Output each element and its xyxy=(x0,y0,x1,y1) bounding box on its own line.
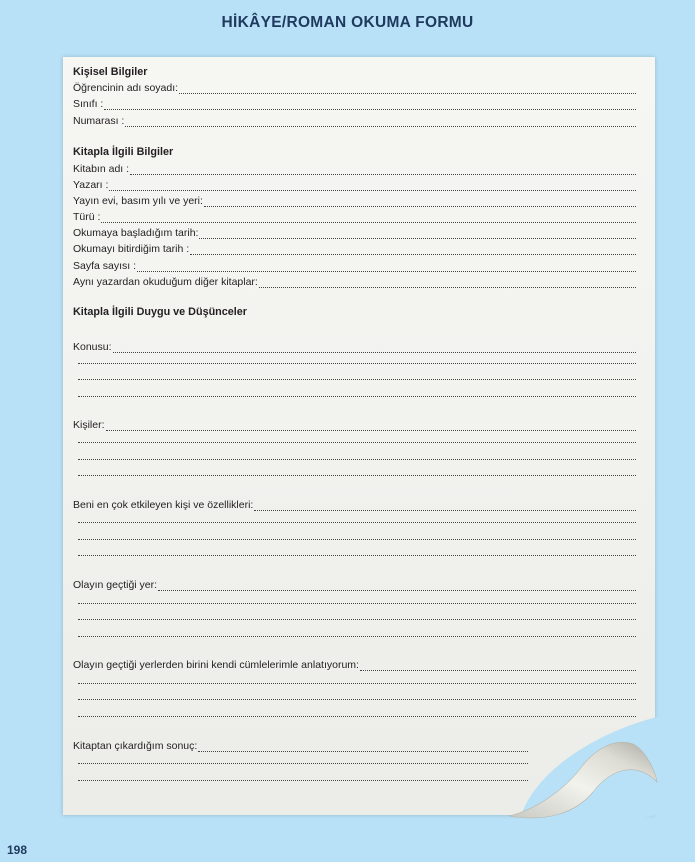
student-name-field[interactable] xyxy=(73,80,636,94)
setting-line[interactable] xyxy=(78,636,636,637)
field-label: Aynı yazardan okuduğum diğer kitaplar: xyxy=(73,276,258,288)
fill-line xyxy=(106,421,636,431)
fill-line xyxy=(109,181,636,191)
field-label: Kitabın adı : xyxy=(73,163,130,175)
field-label: Sınıfı : xyxy=(73,98,104,110)
fill-line xyxy=(179,84,636,94)
field-label: Yazarı : xyxy=(73,179,109,191)
fill-line xyxy=(137,262,636,272)
field-label: Türü : xyxy=(73,211,101,223)
fill-line xyxy=(198,742,528,752)
fill-line xyxy=(199,229,636,239)
field-label: Kitaptan çıkardığım sonuç: xyxy=(73,740,198,752)
fill-line xyxy=(125,117,636,127)
setting-field[interactable] xyxy=(73,577,636,591)
characters-line[interactable] xyxy=(78,475,636,476)
field-label: Beni en çok etkileyen kişi ve özellikleri: xyxy=(73,499,254,511)
field-label: Olayın geçtiği yer: xyxy=(73,579,158,591)
setting-description-field[interactable] xyxy=(73,657,636,671)
field-label: Olayın geçtiği yerlerden birini kendi cümlelerimle anlatıyorum: xyxy=(73,659,359,671)
setting-description-line[interactable] xyxy=(78,683,636,684)
fill-line xyxy=(190,245,636,255)
field-label: Sayfa sayısı : xyxy=(73,260,137,272)
page-curl-icon xyxy=(505,730,665,830)
setting-description-line[interactable] xyxy=(78,699,636,700)
setting-line[interactable] xyxy=(78,603,636,604)
field-label: Yayın evi, basım yılı ve yeri: xyxy=(73,195,203,207)
class-field[interactable] xyxy=(73,96,636,110)
fill-line xyxy=(113,343,636,353)
end-date-field[interactable] xyxy=(73,241,636,255)
other-books-field[interactable] xyxy=(73,274,636,288)
fill-line xyxy=(130,165,636,175)
subject-line[interactable] xyxy=(78,363,636,364)
field-label: Konusu: xyxy=(73,341,112,353)
author-field[interactable] xyxy=(73,177,636,191)
subject-line[interactable] xyxy=(78,396,636,397)
field-label: Öğrencinin adı soyadı: xyxy=(73,82,179,94)
setting-description-line[interactable] xyxy=(78,716,636,717)
fill-line xyxy=(259,278,636,288)
fill-line xyxy=(104,100,636,110)
favorite-character-line[interactable] xyxy=(78,539,636,540)
fill-line xyxy=(360,661,636,671)
characters-line[interactable] xyxy=(78,459,636,460)
start-date-field[interactable] xyxy=(73,225,636,239)
field-label: Okumayı bitirdiğim tarih : xyxy=(73,243,190,255)
subject-field[interactable] xyxy=(73,339,636,353)
fill-line xyxy=(254,501,636,511)
fill-line xyxy=(158,581,636,591)
fill-line xyxy=(204,197,636,207)
thoughts-heading: Kitapla İlgili Duygu ve Düşünceler xyxy=(73,306,247,318)
field-label: Kişiler: xyxy=(73,419,105,431)
page-number: 198 xyxy=(7,843,28,857)
setting-line[interactable] xyxy=(78,619,636,620)
page-count-field[interactable] xyxy=(73,258,636,272)
characters-field[interactable] xyxy=(73,417,636,431)
personal-info-heading: Kişisel Bilgiler xyxy=(73,66,148,78)
field-label: Numarası : xyxy=(73,115,125,127)
genre-field[interactable] xyxy=(73,209,636,223)
book-info-heading: Kitapla İlgili Bilgiler xyxy=(73,146,174,158)
favorite-character-line[interactable] xyxy=(78,555,636,556)
field-label: Okumaya başladığım tarih: xyxy=(73,227,199,239)
favorite-character-line[interactable] xyxy=(78,522,636,523)
fill-line xyxy=(101,213,636,223)
favorite-character-field[interactable] xyxy=(73,497,636,511)
student-number-field[interactable] xyxy=(73,113,636,127)
publisher-field[interactable] xyxy=(73,193,636,207)
characters-line[interactable] xyxy=(78,442,636,443)
book-title-field[interactable] xyxy=(73,161,636,175)
conclusion-line[interactable] xyxy=(78,763,528,764)
conclusion-line[interactable] xyxy=(78,780,528,781)
form-title: HİKÂYE/ROMAN OKUMA FORMU xyxy=(221,14,474,31)
conclusion-field[interactable] xyxy=(73,738,528,752)
subject-line[interactable] xyxy=(78,379,636,380)
